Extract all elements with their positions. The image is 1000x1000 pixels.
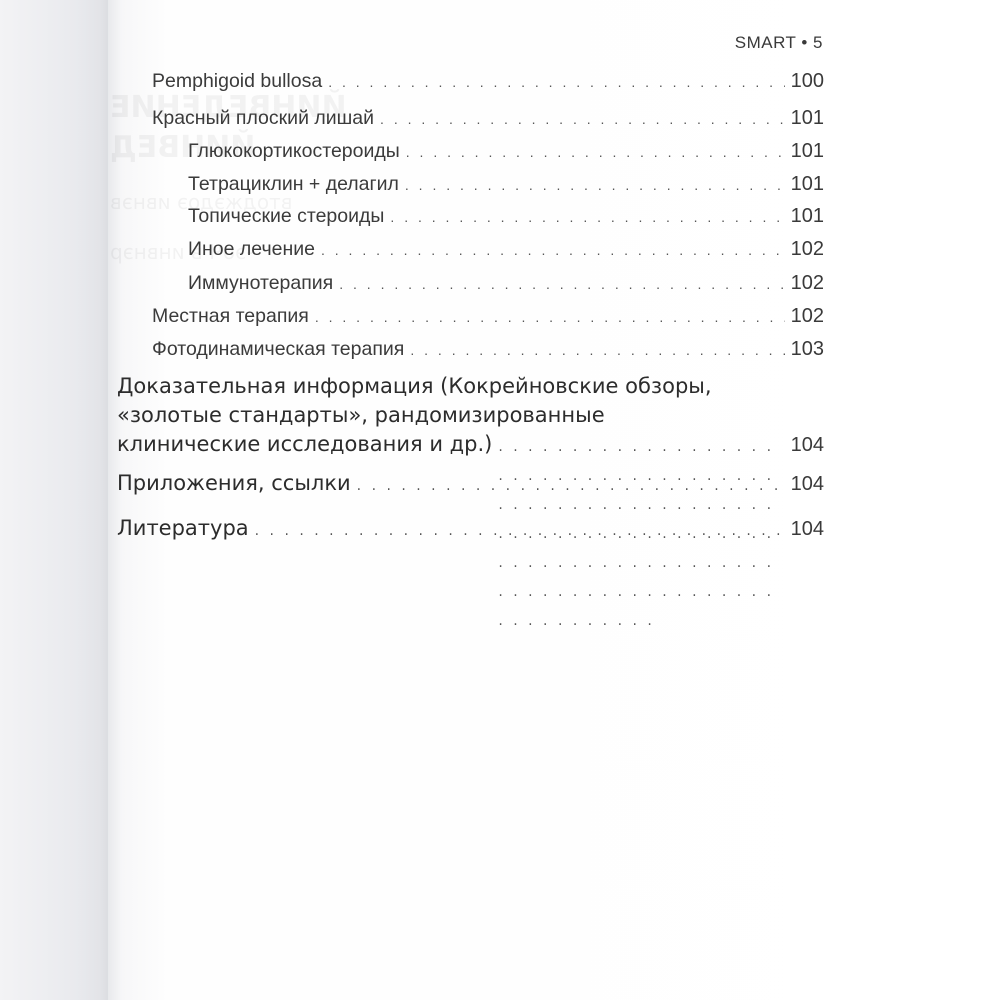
toc-entry-title: Красный плоский лишай — [152, 107, 375, 129]
toc-entry-title: Иммунотерапия — [188, 272, 334, 294]
toc-section-title-line: «золотые стандарты», рандомизированные — [117, 403, 605, 427]
toc-page-number: 104 — [790, 434, 824, 456]
toc-entry-title: Фотодинамическая терапия — [152, 338, 405, 360]
dot-leader — [380, 111, 785, 127]
dot-leader — [315, 309, 785, 325]
toc-subentry[interactable] — [188, 140, 824, 163]
toc-page-number: 101 — [790, 205, 824, 227]
toc-entry-title: Тетрациклин + делагил — [188, 173, 399, 195]
toc-section-title: Приложения, ссылки — [117, 471, 351, 495]
toc-page-number: 100 — [790, 70, 824, 92]
toc-section-title-line: клинические исследования и др.) — [117, 432, 493, 456]
toc-page-number: 104 — [790, 473, 824, 495]
toc-subentry[interactable] — [188, 238, 824, 261]
toc-page-number: 101 — [790, 173, 824, 195]
page-binding-shadow — [0, 0, 108, 1000]
toc-entry[interactable] — [152, 338, 824, 361]
toc-entry[interactable] — [152, 305, 824, 328]
dot-leader — [328, 74, 784, 90]
dot-leader — [255, 523, 785, 539]
dot-leader — [339, 276, 784, 292]
toc-section-appendices[interactable] — [117, 471, 824, 496]
toc-page-number: 102 — [790, 305, 824, 327]
toc-page-number: 101 — [790, 107, 824, 129]
toc-page-number: 101 — [790, 140, 824, 162]
toc-page-number: 104 — [790, 518, 824, 540]
toc-subentry[interactable] — [188, 205, 824, 228]
toc-entry-title: Местная терапия — [152, 305, 309, 327]
toc-entry-title: Глюкокортикостероиды — [188, 140, 400, 162]
toc-subentry[interactable] — [188, 272, 824, 295]
toc-entry[interactable] — [152, 107, 824, 130]
toc-page-number: 102 — [790, 272, 824, 294]
dot-leader — [405, 177, 785, 193]
dot-leader — [410, 342, 784, 358]
toc-section-title-line: Доказательная информация (Кокрейновские обзоры, — [117, 374, 712, 398]
toc-subentry[interactable] — [188, 173, 824, 196]
toc-entry-title: Pemphigoid bullosa — [152, 70, 323, 92]
toc-section-literature[interactable] — [117, 516, 824, 541]
toc-section-title: Литература — [117, 516, 249, 540]
dot-leader — [390, 209, 784, 225]
toc-entry-title: Иное лечение — [188, 238, 315, 260]
toc-section-evidence[interactable] — [117, 372, 824, 636]
toc-page-number: 102 — [790, 238, 824, 260]
dot-leader — [321, 242, 785, 258]
toc-page-number: 103 — [790, 338, 824, 360]
dot-leader — [357, 478, 785, 494]
dot-leader — [406, 144, 785, 160]
toc-entry-title: Топические стероиды — [188, 205, 385, 227]
running-head: SMART • 5 — [734, 33, 823, 52]
toc-entry[interactable] — [152, 70, 824, 93]
